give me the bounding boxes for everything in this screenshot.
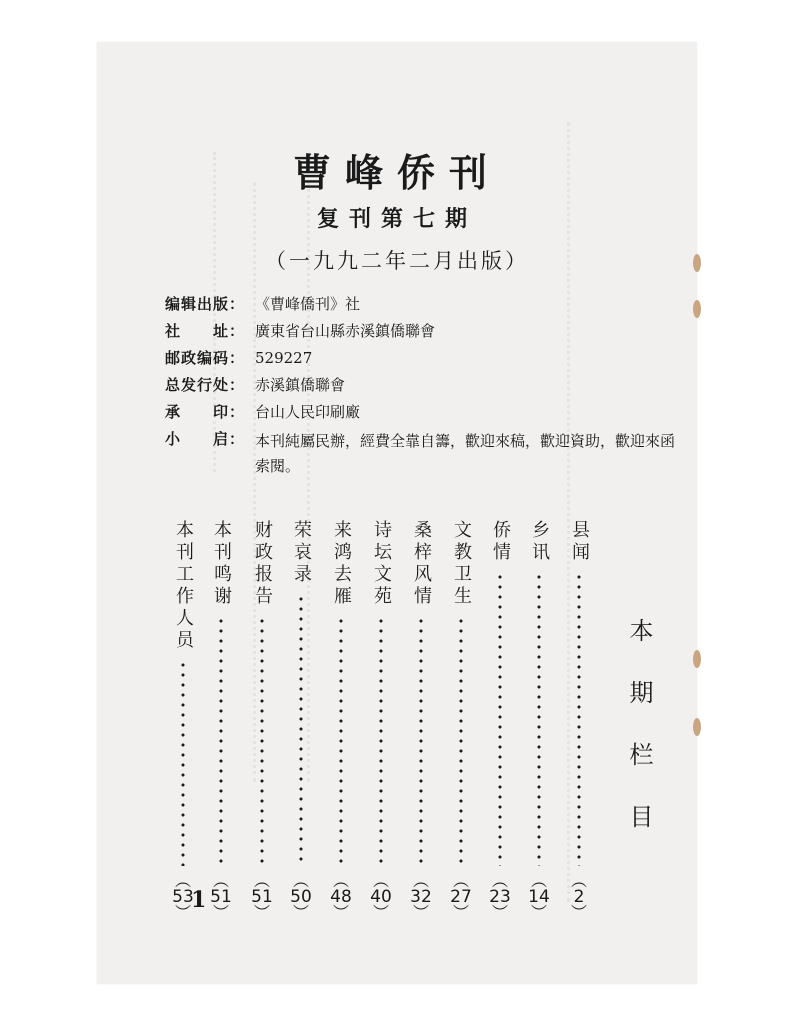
leader-dots (537, 572, 541, 866)
leader-dots (419, 616, 423, 866)
info-value: 本刊純屬民辦，經費全靠自籌，歡迎來稿，歡迎資助，歡迎來函索閱。 (255, 432, 676, 475)
publication-date: （一九九二年二月出版） (265, 249, 529, 273)
toc-entry (327, 520, 355, 920)
paren-close: ︶ (412, 903, 429, 922)
toc-entry-page: 53 (172, 887, 194, 907)
toc-entry (207, 520, 235, 920)
toc-entry-title: 桑梓风情 (411, 520, 432, 608)
toc-entry-page: 40 (370, 887, 392, 907)
info-value: 廣東省台山縣赤溪鎮僑聯會 (255, 322, 436, 340)
toc-entry-title: 乡讯 (529, 520, 550, 564)
info-row-publisher (165, 294, 685, 315)
paren-close: ︶ (530, 903, 547, 922)
toc-entry-page: 48 (330, 887, 352, 907)
binding-mark (693, 300, 701, 318)
paren-open: ︵ (412, 871, 429, 890)
toc-entry-title: 诗坛文苑 (371, 520, 392, 608)
info-value: 台山人民印刷廠 (255, 403, 361, 421)
toc-entry (248, 520, 276, 920)
leader-dots (260, 616, 264, 866)
toc-entry (565, 520, 593, 920)
paren-close: ︶ (570, 903, 587, 922)
info-label: 承 印： (165, 403, 246, 421)
info-row-address (165, 321, 685, 342)
leader-dots (459, 616, 463, 866)
toc-entry-title: 来鸿去雁 (331, 520, 352, 608)
binding-mark (693, 718, 701, 736)
info-row-postcode (165, 348, 685, 369)
leader-dots (498, 572, 502, 866)
info-label: 编辑出版： (165, 295, 246, 313)
toc-entry (486, 520, 514, 920)
info-row-printer (165, 402, 685, 423)
paren-close: ︶ (212, 903, 229, 922)
toc-heading: 本期栏目 (625, 618, 653, 866)
leader-dots (339, 616, 343, 866)
paren-open: ︵ (570, 871, 587, 890)
info-label: 小 启： (165, 430, 246, 448)
info-value: 赤溪鎮僑聯會 (255, 376, 346, 394)
toc-entry (525, 520, 553, 920)
leader-dots (299, 594, 303, 866)
toc-entry-page: 23 (489, 887, 511, 907)
publication-info (165, 294, 685, 485)
toc-entry (407, 520, 435, 920)
leader-dots (219, 616, 223, 866)
page-number: 1 (191, 887, 207, 913)
toc-entry (367, 520, 395, 920)
paren-close: ︶ (174, 903, 191, 922)
paren-open: ︵ (253, 871, 270, 890)
toc-entry-page: 14 (528, 887, 550, 907)
toc-entry-title: 本刊鸣谢 (211, 520, 232, 608)
paren-close: ︶ (292, 903, 309, 922)
toc-entry-title: 文教卫生 (451, 520, 472, 608)
paren-open: ︵ (372, 871, 389, 890)
paren-open: ︵ (332, 871, 349, 890)
toc-entry-page: 32 (410, 887, 432, 907)
paren-open: ︵ (292, 871, 309, 890)
paren-close: ︶ (253, 903, 270, 922)
binding-mark (693, 650, 701, 668)
toc-entry (447, 520, 475, 920)
toc-entry (169, 520, 197, 920)
toc-entry-page: 51 (210, 887, 232, 907)
leader-dots (379, 616, 383, 866)
info-label: 邮政编码： (165, 349, 246, 367)
paren-close: ︶ (452, 903, 469, 922)
paren-open: ︵ (212, 871, 229, 890)
paren-close: ︶ (372, 903, 389, 922)
toc-entry-page: 50 (290, 887, 312, 907)
paren-open: ︵ (491, 871, 508, 890)
toc-entry-page: 2 (573, 887, 585, 907)
paren-open: ︵ (174, 871, 191, 890)
paren-close: ︶ (332, 903, 349, 922)
toc-entry-title: 县闻 (569, 520, 590, 564)
info-row-notice (165, 429, 685, 479)
info-label: 总发行处： (165, 376, 246, 394)
toc-entry-page: 27 (450, 887, 472, 907)
toc-entry-title: 财政报告 (252, 520, 273, 608)
info-value: 529227 (255, 349, 313, 367)
document-page (97, 42, 697, 984)
info-label: 社 址： (165, 322, 246, 340)
issue-number: 复刊第七期 (316, 206, 477, 232)
toc-entry-title: 侨情 (490, 520, 511, 564)
leader-dots (577, 572, 581, 866)
leader-dots (181, 660, 185, 866)
toc-entry (287, 520, 315, 920)
paren-close: ︶ (491, 903, 508, 922)
toc-entry-title: 荣哀录 (291, 520, 312, 586)
info-row-distributor (165, 375, 685, 396)
paren-open: ︵ (530, 871, 547, 890)
paren-open: ︵ (452, 871, 469, 890)
journal-title: 曹峰侨刊 (292, 150, 501, 195)
toc-entry-page: 51 (251, 887, 273, 907)
info-value: 《曹峰僑刊》社 (255, 295, 361, 313)
toc-entry-title: 本刊工作人员 (173, 520, 194, 652)
